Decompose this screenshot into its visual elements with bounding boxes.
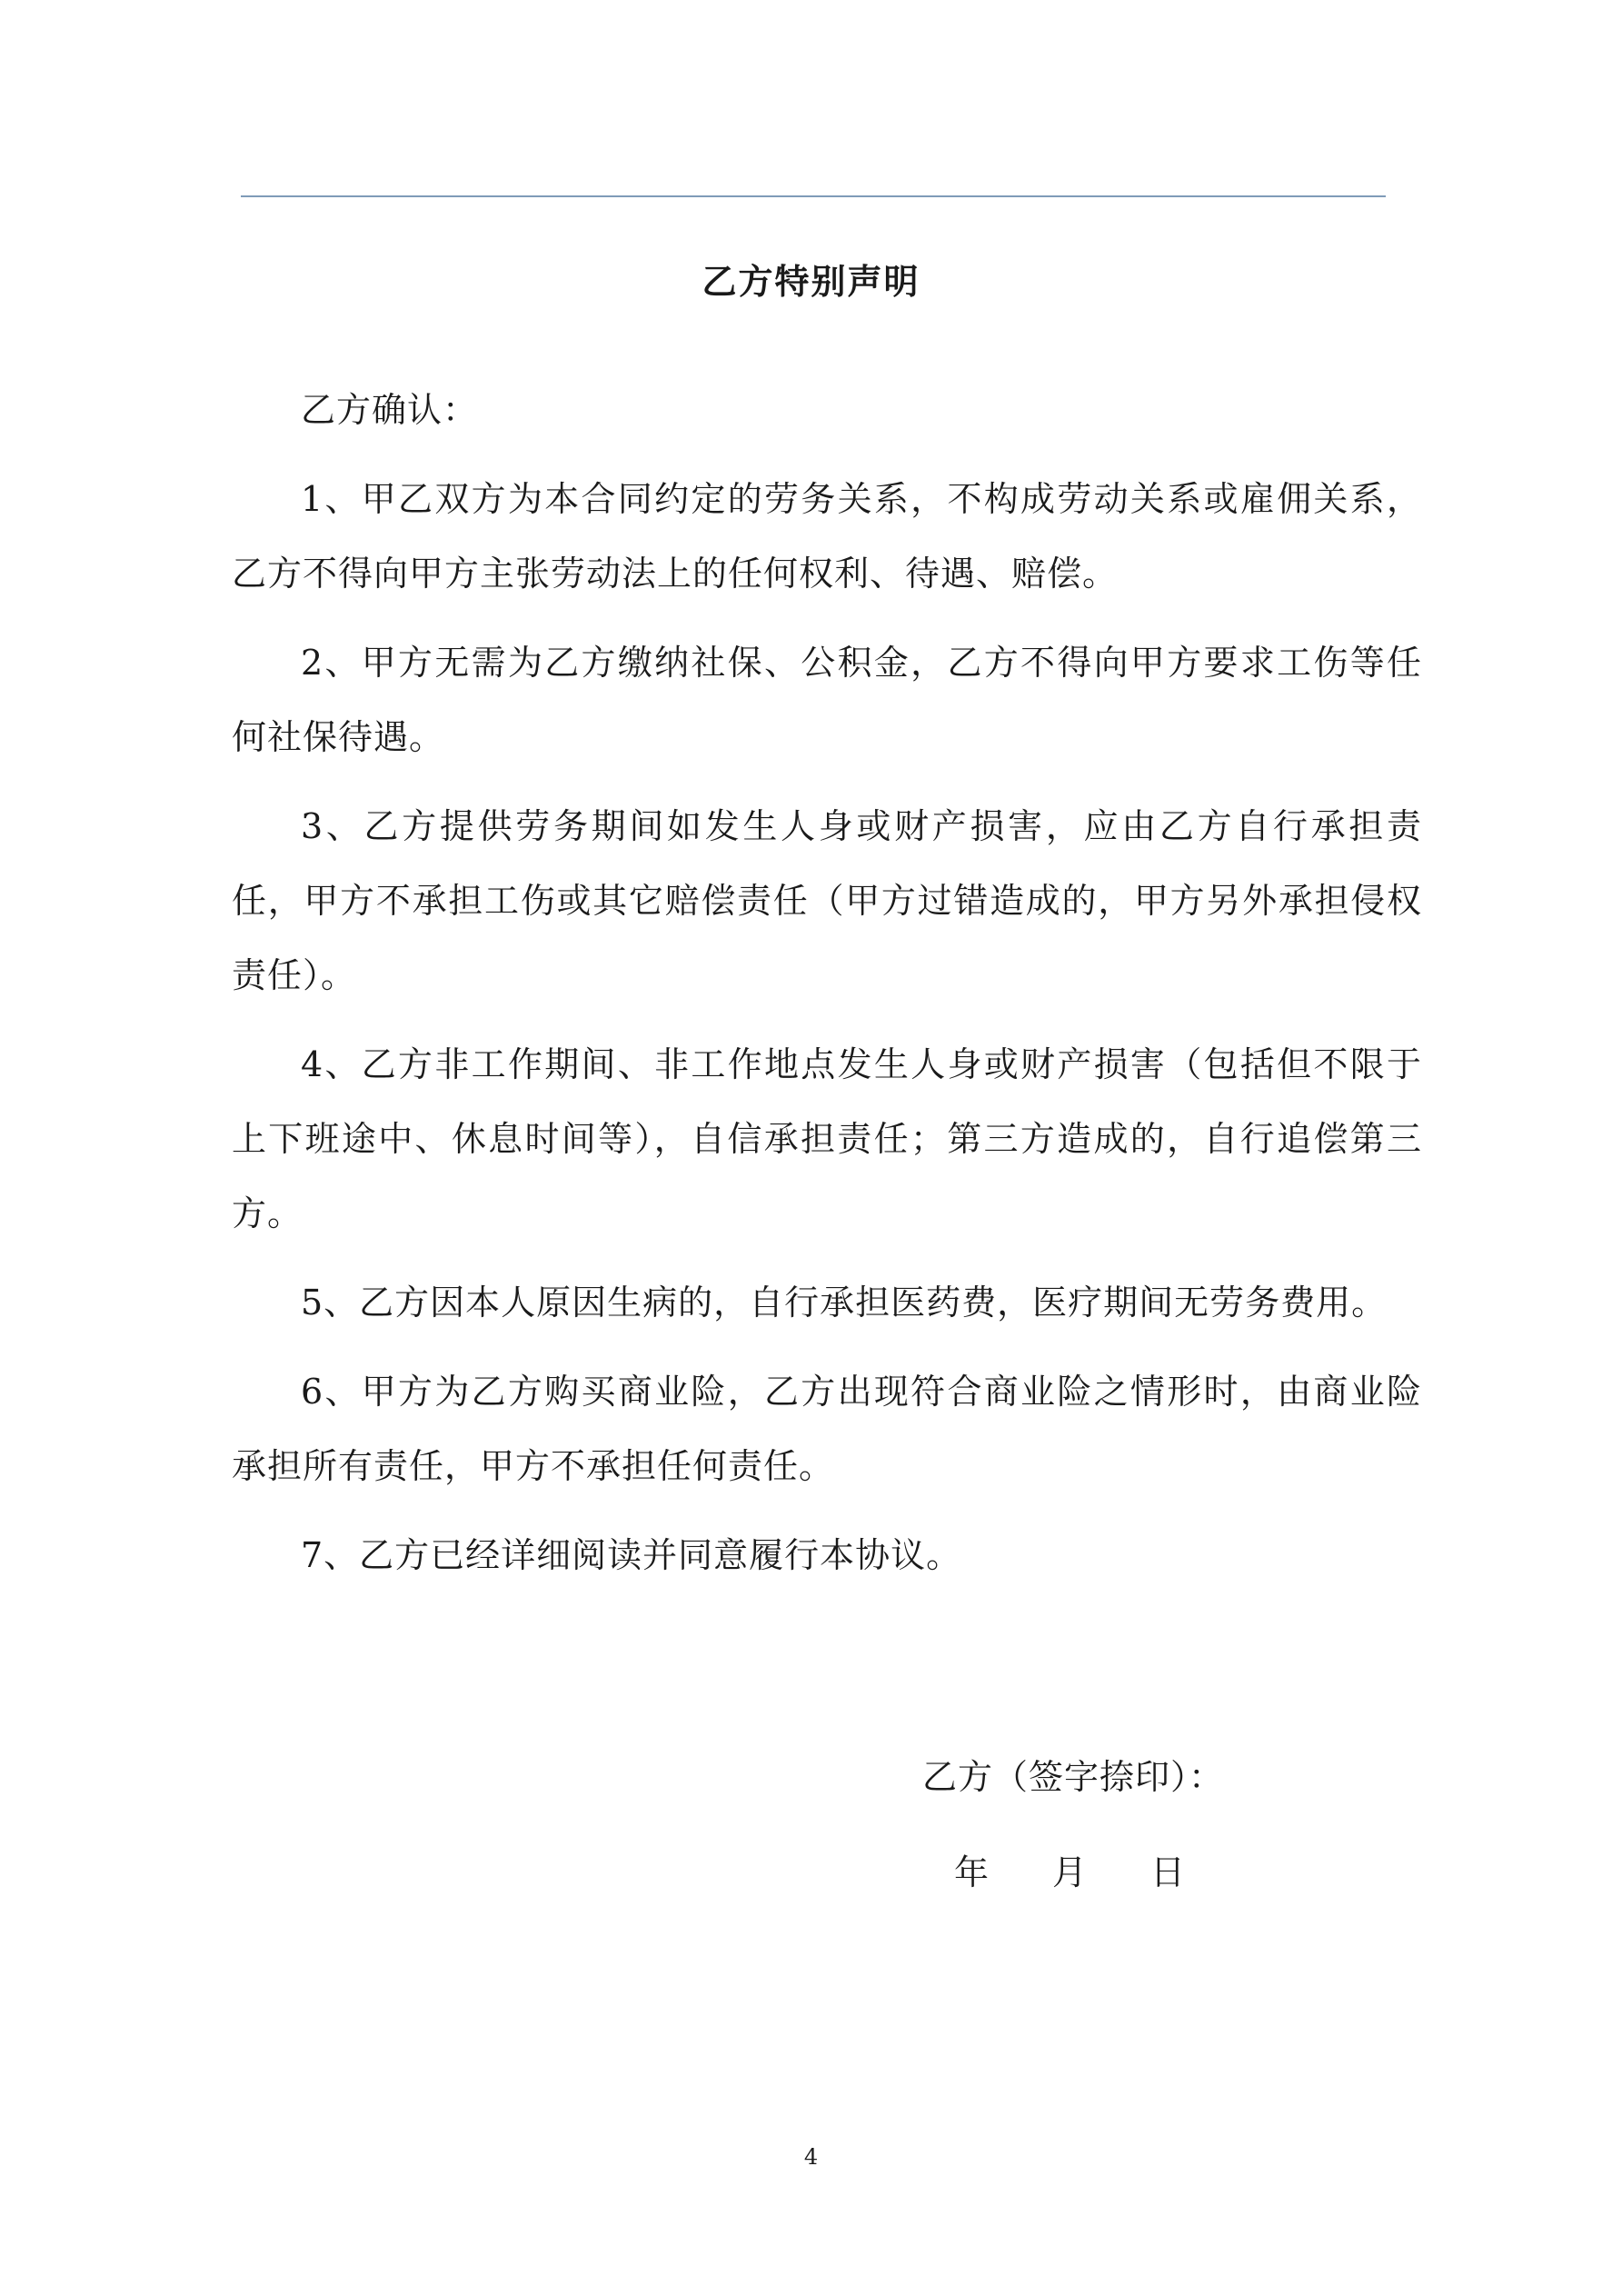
clause-1: 1、甲乙双方为本合同约定的劳务关系，不构成劳动关系或雇佣关系，乙方不得向甲方主张劳动法上的任何权利、待遇、赔偿。: [232, 479, 1422, 594]
date-year: 年: [954, 1852, 990, 1892]
intro-paragraph: 乙方确认：: [301, 390, 479, 430]
date-day: 日: [1150, 1852, 1186, 1892]
clause-6: 6、甲方为乙方购买商业险，乙方出现符合商业险之情形时，由商业险承担所有责任，甲方不承担任何责任。: [232, 1372, 1422, 1486]
date-line: [954, 1845, 1185, 1900]
header-rule: [241, 195, 1386, 197]
clause-3: 3、乙方提供劳务期间如发生人身或财产损害，应由乙方自行承担责任，甲方不承担工伤或其它赔偿责任（甲方过错造成的，甲方另外承担侵权责任）。: [232, 806, 1422, 995]
clause-7: 7、乙方已经详细阅读并同意履行本协议。: [301, 1535, 962, 1575]
signature-label: 乙方（签字捺印）：: [922, 1757, 1225, 1797]
document-title: 乙方特别声明: [702, 262, 920, 302]
page-number: 4: [803, 2144, 819, 2170]
clause-5: 5、乙方因本人原因生病的，自行承担医药费，医疗期间无劳务费用。: [301, 1283, 1388, 1323]
document-body: [232, 373, 1422, 1607]
clause-4: 4、乙方非工作期间、非工作地点发生人身或财产损害（包括但不限于上下班途中、休息时间等），自信承担责任；第三方造成的，自行追偿第三方。: [232, 1044, 1422, 1233]
clause-2: 2、甲方无需为乙方缴纳社保、公积金，乙方不得向甲方要求工伤等任何社保待遇。: [232, 643, 1422, 757]
date-month: 月: [1052, 1852, 1088, 1892]
